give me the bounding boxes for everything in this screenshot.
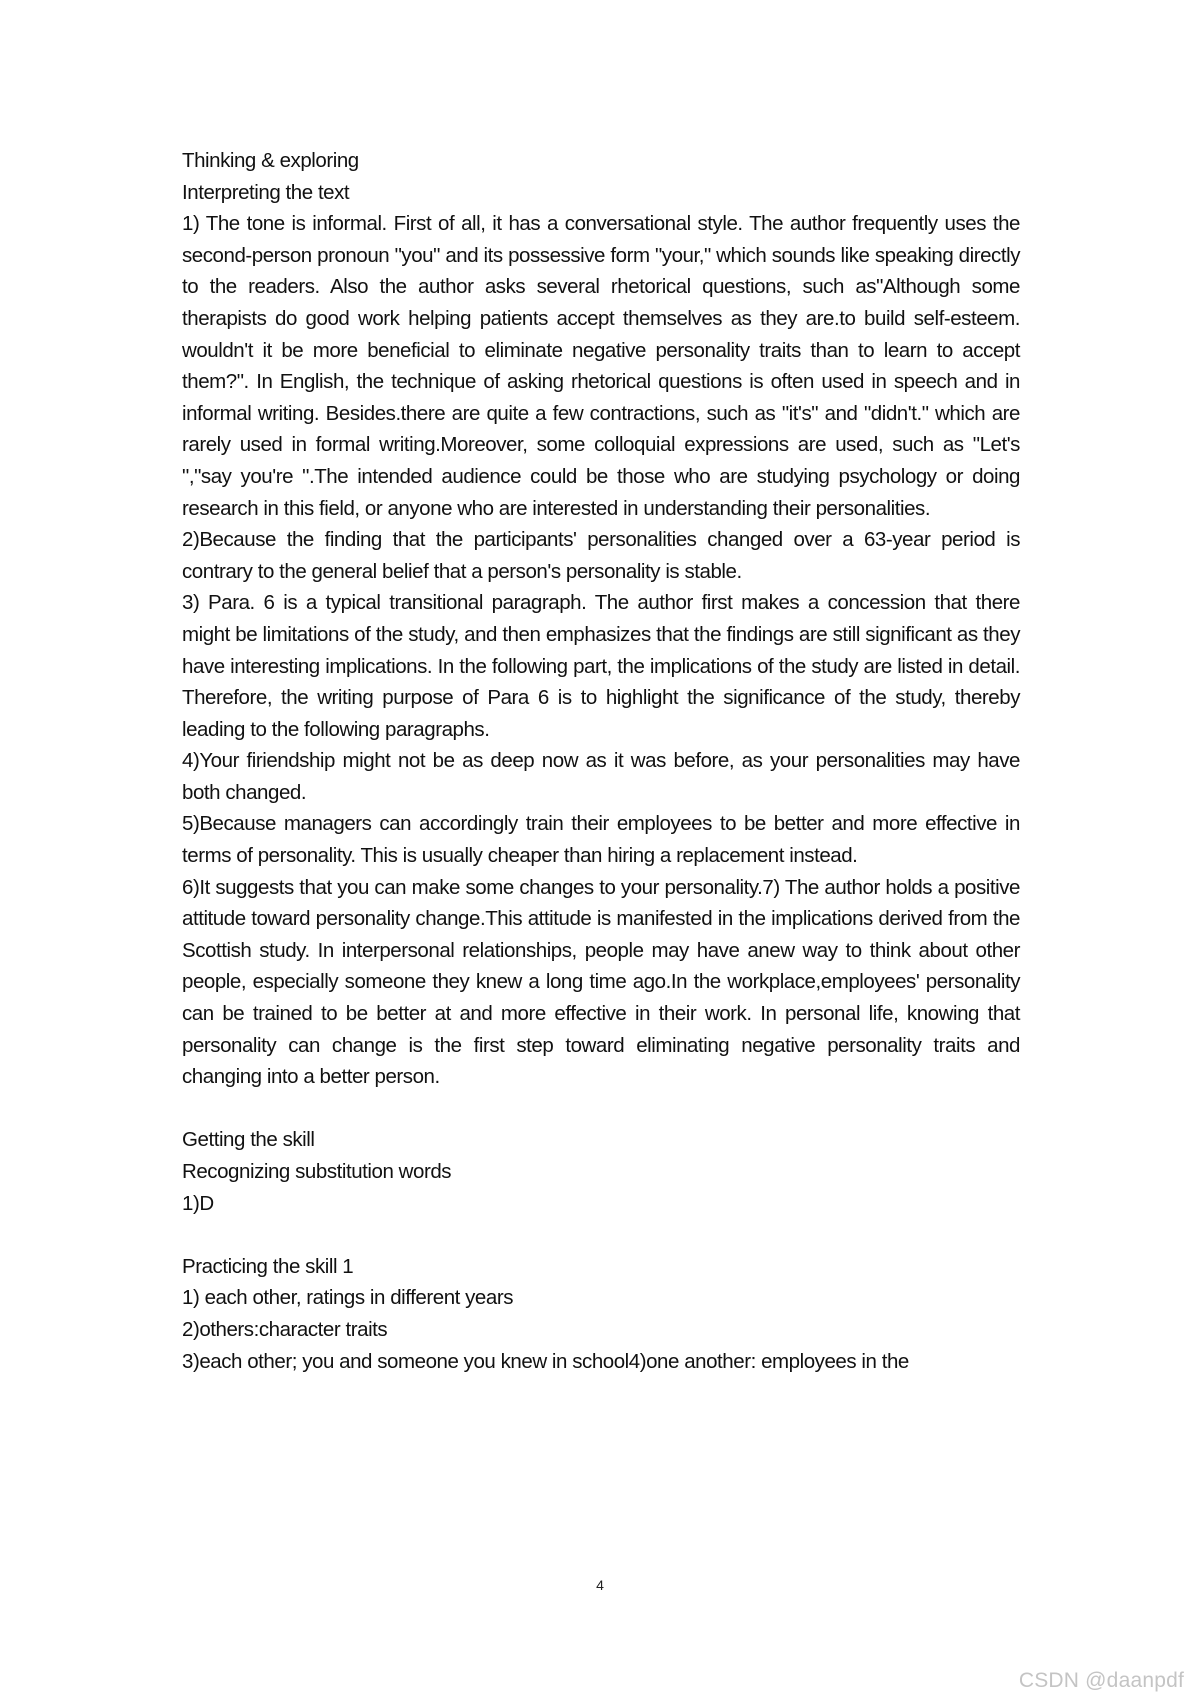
skill-subheading: Recognizing substitution words [182, 1160, 452, 1183]
practice-item: 3)each other; you and someone you knew in school4)one another: employees in the [182, 1349, 909, 1373]
section-heading: Thinking & exploring [182, 149, 359, 172]
watermark: CSDN @daanpdf [1018, 1669, 1184, 1692]
spacer [182, 1093, 1020, 1125]
answer-paragraph-6: 6)It suggests that you can make some changes to your personality.7) The author holds a positive attitude toward personality change.This attitude is manifested in the implications derived from the Scottish study. In interpersonal relationships, people may have anew way to think about other people, especially someone they knew a long time ago.In the workplace,employees' personality can be trained to be better at and more effective in their work. In personal life, knowing that personality can change is the first step toward eliminating negative personality traits and changing into a better person. [182, 875, 1020, 1089]
practice-item: 2)others:character traits [182, 1317, 388, 1341]
practice-heading: Practicing the skill 1 [182, 1254, 354, 1278]
answer-paragraph-4: 4)Your firiendship might not be as deep now as it was before, as your personalities may have both changed. [182, 749, 1020, 804]
answer-paragraph-5: 5)Because managers can accordingly train their employees to be better and more effective in terms of personality. This is usually cheaper than hiring a replacement instead. [182, 812, 1020, 868]
subsection-heading: Interpreting the text [182, 180, 350, 204]
answer-paragraph-1: 1) The tone is informal. First of all, it has a conversational style. The author frequently uses the second-person pronoun "you" and its possessive form "your," which sounds like speaking directly to the readers. Also the author asks several rhetorical questions, such as"Although some therapists do good work helping patients accept themselves as they are.to build self-esteem. wouldn't it be more beneficial to eliminate negative personality traits than to learn to accept them?". In English, the technique of asking rhetorical questions is often used in speech and in informal writing. Besides.there are quite a few contractions, such as "it's" and "didn't." which are rarely used in formal writing.Moreover, some colloquial expressions are used, such as "Let's ","say you're ".The intended audience could be those who are studying psychology or doing research in this field, or anyone who are interested in understanding their personalities. [182, 212, 1020, 520]
skill-heading: Getting the skill [182, 1128, 315, 1152]
page-number: 4 [596, 1577, 604, 1593]
answer-paragraph-2: 2)Because the finding that the participants' personalities changed over a 63-year period is contrary to the general belief that a person's personality is stable. [182, 528, 1020, 583]
spacer [182, 1219, 1020, 1251]
skill-answer: 1)D [182, 1191, 214, 1215]
answer-paragraph-3: 3) Para. 6 is a typical transitional paragraph. The author first makes a concession that there might be limitations of the study, and then emphasizes that the findings are still significant as they have interesting implications. In the following part, the implications of the study are listed in detail. Therefore, the writing purpose of Para 6 is to highlight the significance of the study, thereby leading to the following paragraphs. [182, 591, 1020, 741]
practice-item: 1) each other, ratings in different years [182, 1286, 514, 1310]
page-content [182, 145, 1020, 1377]
